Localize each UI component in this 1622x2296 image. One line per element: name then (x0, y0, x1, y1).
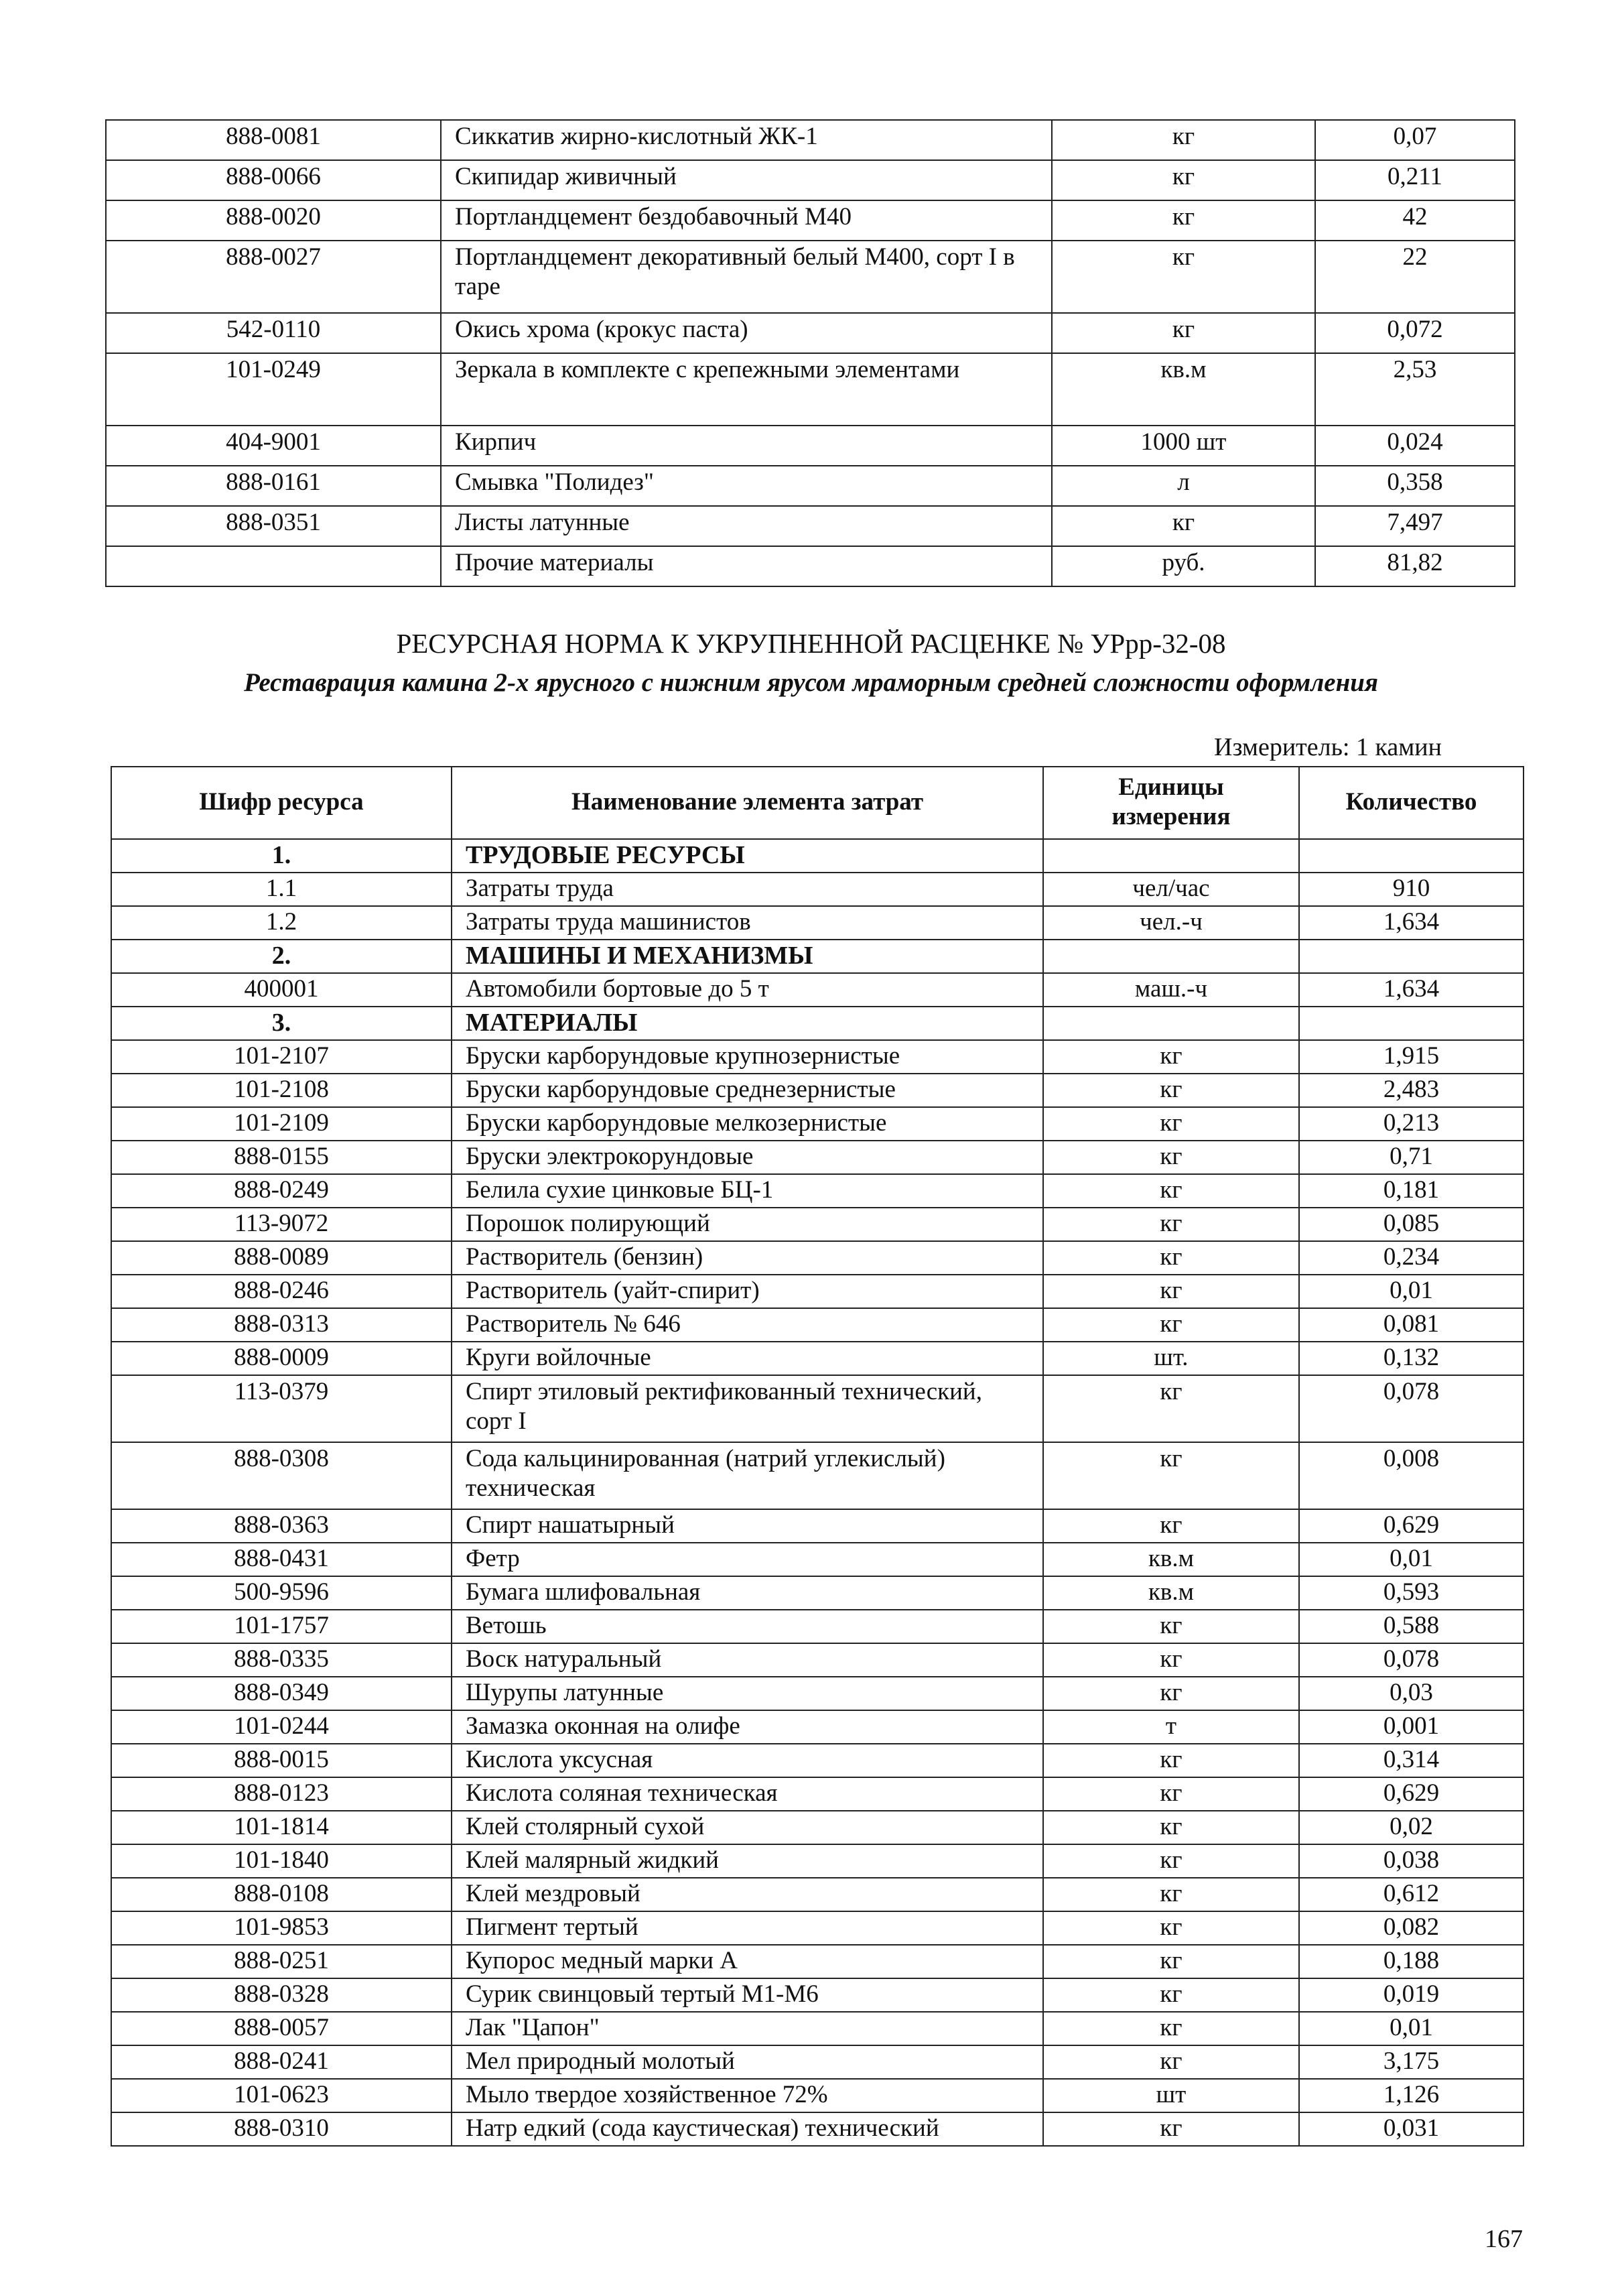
cell-unit: кг (1043, 1074, 1299, 1107)
cell-name: Клей мездровый (452, 1878, 1043, 1911)
cell-name: ТРУДОВЫЕ РЕСУРСЫ (452, 839, 1043, 873)
cell-name: Скипидар живичный (441, 160, 1052, 200)
cell-name: Воск натуральный (452, 1643, 1043, 1677)
table-row (111, 1174, 1524, 1208)
table-row (111, 1978, 1524, 2012)
cell-code: 101-0623 (111, 2079, 452, 2112)
header-code: Шифр ресурса (111, 767, 452, 839)
cell-unit: кг (1052, 200, 1315, 241)
table-header-row (111, 767, 1524, 839)
cell-qty: 0,072 (1315, 313, 1515, 353)
cell-code: 888-0328 (111, 1978, 452, 2012)
cell-unit: кг (1043, 1275, 1299, 1308)
cell-unit: кг (1043, 1844, 1299, 1878)
table-row (111, 1275, 1524, 1308)
cell-qty: 81,82 (1315, 546, 1515, 586)
cell-qty: 0,211 (1315, 160, 1515, 200)
table-row (111, 906, 1524, 940)
table-row (111, 1677, 1524, 1710)
cell-name: Бумага шлифовальная (452, 1576, 1043, 1610)
cell-code: 888-0155 (111, 1141, 452, 1174)
header-name: Наименование элемента затрат (452, 767, 1043, 839)
cell-qty: 0,085 (1299, 1208, 1524, 1241)
cell-name: МАШИНЫ И МЕХАНИЗМЫ (452, 940, 1043, 973)
norm-title: РЕСУРСНАЯ НОРМА К УКРУПНЕННОЙ РАСЦЕНКЕ № УРрр-32-08 (396, 628, 1226, 659)
table-row (106, 313, 1515, 353)
cell-code: 888-0081 (106, 120, 441, 160)
table-row (106, 546, 1515, 586)
cell-code: 888-0066 (106, 160, 441, 200)
table-row (106, 200, 1515, 241)
cell-qty: 910 (1299, 873, 1524, 906)
cell-unit (1043, 839, 1299, 873)
cell-unit: кв.м (1043, 1576, 1299, 1610)
cell-code: 888-0123 (111, 1777, 452, 1811)
cell-qty: 2,483 (1299, 1074, 1524, 1107)
cell-qty: 1,126 (1299, 2079, 1524, 2112)
cell-unit: кг (1052, 241, 1315, 313)
table-row (111, 1442, 1524, 1509)
cell-qty: 0,132 (1299, 1342, 1524, 1375)
table-row (111, 1576, 1524, 1610)
table-row (111, 1710, 1524, 1744)
cell-unit: кг (1043, 1208, 1299, 1241)
cell-name: Бруски карборундовые мелкозернистые (452, 1107, 1043, 1141)
cell-unit: кг (1043, 1744, 1299, 1777)
cell-qty (1299, 1007, 1524, 1040)
cell-qty: 0,181 (1299, 1174, 1524, 1208)
cell-unit: кг (1052, 160, 1315, 200)
cell-unit (1043, 940, 1299, 973)
cell-code: 1.2 (111, 906, 452, 940)
header-unit: Единицы измерения (1043, 767, 1299, 839)
header-qty: Количество (1299, 767, 1524, 839)
cell-unit: кг (1043, 1375, 1299, 1442)
resource-norm-table (111, 766, 1524, 2147)
table-row (111, 839, 1524, 873)
resource-norm-table-body (111, 839, 1524, 2146)
cell-code: 101-2107 (111, 1040, 452, 1074)
cell-code: 101-2109 (111, 1107, 452, 1141)
cell-code: 888-0310 (111, 2112, 452, 2146)
table-row (111, 2112, 1524, 2146)
cell-name: Мыло твердое хозяйственное 72% (452, 2079, 1043, 2112)
table-row (111, 1040, 1524, 1074)
cell-code: 500-9596 (111, 1576, 452, 1610)
cell-code: 1.1 (111, 873, 452, 906)
measure-unit: Измеритель: 1 камин (1214, 733, 1442, 761)
cell-qty: 0,588 (1299, 1610, 1524, 1643)
cell-code (106, 546, 441, 586)
cell-code: 888-0246 (111, 1275, 452, 1308)
cell-unit: кг (1043, 1040, 1299, 1074)
cell-unit: руб. (1052, 546, 1315, 586)
table-row (111, 2079, 1524, 2112)
cell-qty: 0,234 (1299, 1241, 1524, 1275)
table-row (111, 1308, 1524, 1342)
cell-code: 888-0351 (106, 506, 441, 546)
cell-unit: кв.м (1052, 353, 1315, 426)
cell-qty: 0,188 (1299, 1945, 1524, 1978)
cell-unit: кг (1043, 1911, 1299, 1945)
cell-name: Листы латунные (441, 506, 1052, 546)
cell-code: 101-9853 (111, 1911, 452, 1945)
cell-qty: 0,024 (1315, 426, 1515, 466)
cell-code: 888-0349 (111, 1677, 452, 1710)
table-row (111, 1509, 1524, 1543)
cell-qty: 0,358 (1315, 466, 1515, 506)
cell-name: Замазка оконная на олифе (452, 1710, 1043, 1744)
table-row (111, 1844, 1524, 1878)
cell-name: Сода кальцинированная (натрий углекислый) техническая (452, 1442, 1043, 1509)
cell-unit: кг (1052, 313, 1315, 353)
table-row (111, 1811, 1524, 1844)
cell-name: Автомобили бортовые до 5 т (452, 973, 1043, 1007)
cell-unit: кг (1052, 120, 1315, 160)
cell-qty: 0,001 (1299, 1710, 1524, 1744)
cell-unit: 1000 шт (1052, 426, 1315, 466)
table-row (111, 2012, 1524, 2045)
table-row (106, 426, 1515, 466)
cell-code: 888-0313 (111, 1308, 452, 1342)
cell-name: Спирт нашатырный (452, 1509, 1043, 1543)
cell-qty: 3,175 (1299, 2045, 1524, 2079)
cell-unit: кг (1043, 1777, 1299, 1811)
cell-code: 400001 (111, 973, 452, 1007)
cell-unit: шт. (1043, 1342, 1299, 1375)
table-row (111, 1777, 1524, 1811)
cell-qty: 0,082 (1299, 1911, 1524, 1945)
cell-qty: 0,031 (1299, 2112, 1524, 2146)
cell-qty: 0,314 (1299, 1744, 1524, 1777)
cell-name: Растворитель (уайт-спирит) (452, 1275, 1043, 1308)
cell-name: Бруски карборундовые крупнозернистые (452, 1040, 1043, 1074)
table-row (106, 353, 1515, 426)
cell-qty: 42 (1315, 200, 1515, 241)
cell-code: 888-0057 (111, 2012, 452, 2045)
cell-unit: кг (1043, 1677, 1299, 1710)
cell-name: Портландцемент декоративный белый М400, сорт I в таре (441, 241, 1052, 313)
cell-unit: л (1052, 466, 1315, 506)
table-row (111, 873, 1524, 906)
cell-code: 888-0161 (106, 466, 441, 506)
cell-code: 888-0308 (111, 1442, 452, 1509)
cell-code: 888-0020 (106, 200, 441, 241)
cell-unit: кг (1043, 2012, 1299, 2045)
cell-code: 404-9001 (106, 426, 441, 466)
cell-qty (1299, 940, 1524, 973)
cell-unit (1043, 1007, 1299, 1040)
cell-name: Прочие материалы (441, 546, 1052, 586)
cell-unit: кг (1043, 2112, 1299, 2146)
table-row (111, 1945, 1524, 1978)
cell-unit: кг (1043, 1174, 1299, 1208)
table-row (111, 1543, 1524, 1576)
cell-name: Зеркала в комплекте с крепежными элементами (441, 353, 1052, 426)
cell-code: 888-0009 (111, 1342, 452, 1375)
cell-code: 888-0363 (111, 1509, 452, 1543)
cell-name: Купорос медный марки А (452, 1945, 1043, 1978)
cell-code: 101-0244 (111, 1710, 452, 1744)
table-row (111, 1074, 1524, 1107)
table-row (111, 1878, 1524, 1911)
cell-code: 2. (111, 940, 452, 973)
materials-table-body (106, 120, 1515, 586)
cell-name: Ветошь (452, 1610, 1043, 1643)
cell-qty: 0,019 (1299, 1978, 1524, 2012)
cell-qty: 0,71 (1299, 1141, 1524, 1174)
cell-name: Пигмент тертый (452, 1911, 1043, 1945)
cell-code: 113-9072 (111, 1208, 452, 1241)
cell-code: 888-0089 (111, 1241, 452, 1275)
cell-unit: кг (1043, 1141, 1299, 1174)
table-row (111, 1007, 1524, 1040)
cell-name: Затраты труда машинистов (452, 906, 1043, 940)
cell-name: Порошок полирующий (452, 1208, 1043, 1241)
cell-qty: 0,213 (1299, 1107, 1524, 1141)
table-row (106, 120, 1515, 160)
cell-name: Бруски электрокорундовые (452, 1141, 1043, 1174)
cell-name: Сиккатив жирно-кислотный ЖК-1 (441, 120, 1052, 160)
cell-qty: 0,02 (1299, 1811, 1524, 1844)
cell-name: Смывка "Полидез" (441, 466, 1052, 506)
cell-unit: т (1043, 1710, 1299, 1744)
cell-unit: кг (1043, 1811, 1299, 1844)
cell-name: Круги войлочные (452, 1342, 1043, 1375)
cell-qty (1299, 839, 1524, 873)
table-row (111, 1342, 1524, 1375)
cell-qty: 0,03 (1299, 1677, 1524, 1710)
cell-qty: 1,634 (1299, 906, 1524, 940)
cell-qty: 1,634 (1299, 973, 1524, 1007)
cell-name: Белила сухие цинковые БЦ-1 (452, 1174, 1043, 1208)
cell-unit: кг (1043, 1978, 1299, 2012)
cell-code: 888-0241 (111, 2045, 452, 2079)
cell-qty: 0,01 (1299, 1275, 1524, 1308)
table-row (111, 1744, 1524, 1777)
table-row (111, 1208, 1524, 1241)
table-row (106, 466, 1515, 506)
cell-qty: 0,078 (1299, 1375, 1524, 1442)
cell-name: Бруски карборундовые среднезернистые (452, 1074, 1043, 1107)
table-row (111, 1141, 1524, 1174)
cell-qty: 0,629 (1299, 1777, 1524, 1811)
cell-qty: 0,01 (1299, 1543, 1524, 1576)
cell-code: 888-0027 (106, 241, 441, 313)
cell-code: 101-1757 (111, 1610, 452, 1643)
table-row (111, 2045, 1524, 2079)
cell-unit: маш.-ч (1043, 973, 1299, 1007)
cell-qty: 0,629 (1299, 1509, 1524, 1543)
table-row (111, 1643, 1524, 1677)
cell-code: 101-2108 (111, 1074, 452, 1107)
cell-qty: 1,915 (1299, 1040, 1524, 1074)
cell-unit: шт (1043, 2079, 1299, 2112)
cell-name: Шурупы латунные (452, 1677, 1043, 1710)
cell-code: 101-1814 (111, 1811, 452, 1844)
cell-code: 888-0431 (111, 1543, 452, 1576)
cell-name: Окись хрома (крокус паста) (441, 313, 1052, 353)
cell-qty: 7,497 (1315, 506, 1515, 546)
cell-unit: чел/час (1043, 873, 1299, 906)
cell-unit: кг (1043, 1107, 1299, 1141)
table-row (106, 506, 1515, 546)
cell-qty: 0,038 (1299, 1844, 1524, 1878)
cell-unit: кг (1052, 506, 1315, 546)
cell-code: 101-0249 (106, 353, 441, 426)
table-row (106, 160, 1515, 200)
cell-name: Клей столярный сухой (452, 1811, 1043, 1844)
cell-name: Кислота уксусная (452, 1744, 1043, 1777)
cell-unit: чел.-ч (1043, 906, 1299, 940)
cell-code: 888-0335 (111, 1643, 452, 1677)
cell-unit: кв.м (1043, 1543, 1299, 1576)
cell-code: 101-1840 (111, 1844, 452, 1878)
cell-name: Клей малярный жидкий (452, 1844, 1043, 1878)
cell-code: 888-0108 (111, 1878, 452, 1911)
cell-qty: 0,008 (1299, 1442, 1524, 1509)
cell-name: Растворитель (бензин) (452, 1241, 1043, 1275)
cell-qty: 0,593 (1299, 1576, 1524, 1610)
table-row (111, 973, 1524, 1007)
cell-code: 113-0379 (111, 1375, 452, 1442)
cell-name: Кирпич (441, 426, 1052, 466)
table-row (111, 940, 1524, 973)
cell-qty: 22 (1315, 241, 1515, 313)
cell-name: Кислота соляная техническая (452, 1777, 1043, 1811)
table-row (106, 241, 1515, 313)
table-row (111, 1375, 1524, 1442)
cell-name: Спирт этиловый ректификованный технический, сорт I (452, 1375, 1043, 1442)
cell-unit: кг (1043, 1878, 1299, 1911)
cell-unit: кг (1043, 1610, 1299, 1643)
cell-code: 3. (111, 1007, 452, 1040)
norm-subtitle: Реставрация камина 2-х ярусного с нижним ярусом мраморным средней сложности оформления (243, 668, 1379, 697)
table-row (111, 1911, 1524, 1945)
page-number: 167 (1485, 2225, 1523, 2253)
cell-qty: 0,07 (1315, 120, 1515, 160)
cell-unit: кг (1043, 1643, 1299, 1677)
cell-code: 888-0015 (111, 1744, 452, 1777)
cell-code: 888-0249 (111, 1174, 452, 1208)
cell-qty: 0,612 (1299, 1878, 1524, 1911)
cell-code: 1. (111, 839, 452, 873)
cell-name: Лак "Цапон" (452, 2012, 1043, 2045)
cell-qty: 2,53 (1315, 353, 1515, 426)
table-row (111, 1107, 1524, 1141)
table-row (111, 1241, 1524, 1275)
cell-name: МАТЕРИАЛЫ (452, 1007, 1043, 1040)
table-row (111, 1610, 1524, 1643)
materials-table-continued (105, 119, 1515, 587)
cell-unit: кг (1043, 1945, 1299, 1978)
cell-unit: кг (1043, 1308, 1299, 1342)
cell-code: 542-0110 (106, 313, 441, 353)
cell-name: Растворитель № 646 (452, 1308, 1043, 1342)
cell-code: 888-0251 (111, 1945, 452, 1978)
cell-unit: кг (1043, 2045, 1299, 2079)
cell-qty: 0,078 (1299, 1643, 1524, 1677)
cell-name: Затраты труда (452, 873, 1043, 906)
cell-name: Мел природный молотый (452, 2045, 1043, 2079)
cell-qty: 0,081 (1299, 1308, 1524, 1342)
cell-name: Портландцемент бездобавочный М40 (441, 200, 1052, 241)
cell-qty: 0,01 (1299, 2012, 1524, 2045)
cell-unit: кг (1043, 1509, 1299, 1543)
cell-unit: кг (1043, 1241, 1299, 1275)
cell-name: Сурик свинцовый тертый М1-М6 (452, 1978, 1043, 2012)
cell-name: Фетр (452, 1543, 1043, 1576)
cell-unit: кг (1043, 1442, 1299, 1509)
cell-name: Натр едкий (сода каустическая) технический (452, 2112, 1043, 2146)
